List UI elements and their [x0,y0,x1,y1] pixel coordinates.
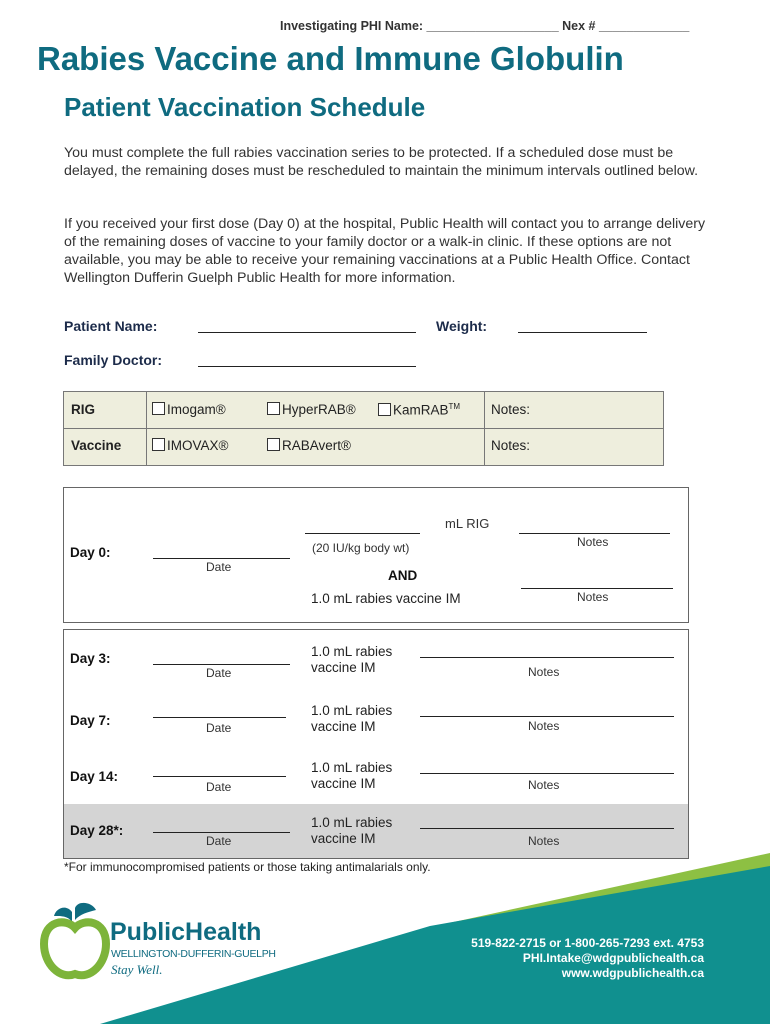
day0-label: Day 0: [70,545,111,560]
rig-label: RIG [71,402,96,417]
family-doctor-label: Family Doctor: [64,352,163,368]
day3-dose-text: 1.0 mL rabies vaccine IM [311,644,393,675]
investigating-phi-line: Investigating PHI Name: ___________________ Nex # _____________ [280,19,690,33]
hyperrab-option[interactable]: HyperRAB® [267,402,356,417]
day14-dose-text: 1.0 mL rabies vaccine IM [311,760,393,791]
rig-dose-text: (20 IU/kg body wt) [312,541,410,555]
day7-date-label: Date [206,721,232,735]
logo-region: WELLINGTON-DUFFERIN-GUELPH [111,948,276,960]
rig-notes-label: Notes: [491,402,531,417]
day3-notes-label: Notes [528,665,560,679]
footnote: *For immunocompromised patients or those taking antimalarials only. [64,860,431,874]
day3-label: Day 3: [70,651,111,666]
contact-phone: 519-822-2715 or 1-800-265-7293 ext. 4753 [471,936,704,950]
kamrab-option[interactable]: KamRAB™ [378,402,460,418]
public-health-logo [40,902,290,992]
vaccine-notes-label: Notes: [491,438,531,453]
vaccine-label: Vaccine [71,438,122,453]
weight-label: Weight: [436,318,488,334]
logo-wordmark: PublicHealth [110,918,262,946]
ml-rig-label: mL RIG [445,516,490,531]
patient-name-label: Patient Name: [64,318,158,334]
day14-notes-label: Notes [528,778,560,792]
day28-label: Day 28*: [70,823,124,838]
day28-notes-label: Notes [528,834,560,848]
trademark: TM [448,402,461,411]
day0-rig-notes-label: Notes [577,535,609,549]
intro-paragraph-1: You must complete the full rabies vaccination series to be protected. If a scheduled dose must be delayed, the remaining doses must be rescheduled to maintain the minimum intervals outlined below. [64,145,699,179]
apple-leaf-icon [40,902,110,982]
day14-date-label: Date [206,780,232,794]
page-title: Rabies Vaccine and Immune Globulin [37,40,624,77]
day0-vaccine-text: 1.0 mL rabies vaccine IM [311,591,461,606]
intro-paragraph-2: If you received your first dose (Day 0) at the hospital, Public Health will contact you to arrange delivery of the remaining doses of vaccine to your family doctor or a walk-in clinic. If these options are not available, you may be able to receive your remaining vaccinations at a Public Health Office. Contact Wellington Dufferin Guelph Public Health for more information. [64,216,706,286]
day3-date-label: Date [206,666,232,680]
logo-tagline: Stay Well. [111,962,163,977]
and-text: AND [388,568,418,583]
day0-vaccine-notes-label: Notes [577,590,609,604]
day7-label: Day 7: [70,713,111,728]
day28-dose-text: 1.0 mL rabies vaccine IM [311,815,393,846]
day7-dose-text: 1.0 mL rabies vaccine IM [311,703,393,734]
day0-date-label: Date [206,560,232,574]
contact-website[interactable]: www.wdgpublichealth.ca [561,966,704,980]
contact-email[interactable]: PHI.Intake@wdgpublichealth.ca [522,951,704,965]
day7-notes-label: Notes [528,719,560,733]
imogam-option[interactable]: Imogam® [152,402,226,417]
imovax-option[interactable]: IMOVAX® [152,438,228,453]
page-subtitle: Patient Vaccination Schedule [64,92,426,122]
day28-date-label: Date [206,834,232,848]
rabavert-option[interactable]: RABAvert® [267,438,351,453]
day14-label: Day 14: [70,769,119,784]
